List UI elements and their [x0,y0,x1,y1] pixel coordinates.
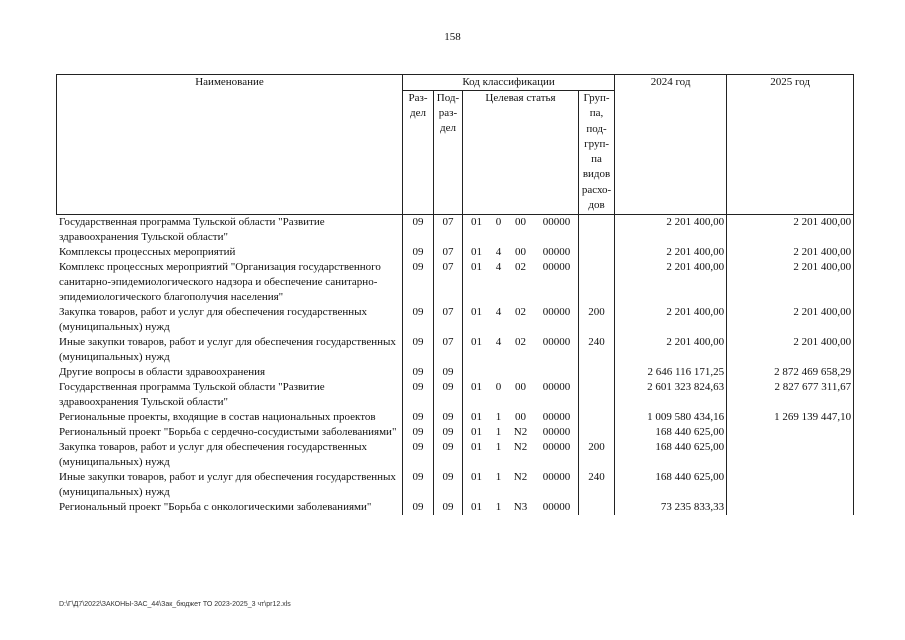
file-path-footer: D:\Г\Д7\2022\ЗАКОНЫ-ЗАС_44\Зак_бюджет ТО 2023-2025_3 чт\рr12.xls [59,601,291,608]
row-target-program: 01 [463,470,491,500]
row-subsection: 09 [434,365,463,380]
row-expense-group [579,215,615,246]
table-row [57,425,854,440]
row-target-code: 00000 [542,246,571,258]
row-amount-2024: 73 235 833,33 [615,500,727,515]
row-amount-2025: 2 201 400,00 [727,260,854,305]
row-expense-group [579,425,615,440]
row-amount-2025 [727,470,854,500]
row-target-item: N2 [513,426,528,438]
row-section: 09 [403,425,434,440]
header-subsection: Под- раз- дел [434,91,463,215]
row-target-type: 4 [495,306,502,318]
row-target-program: 01 [463,260,491,305]
row-amount-2024: 2 201 400,00 [615,260,727,305]
row-name: Региональный проект "Борьба с сердечно-сосудистыми заболеваниями" [59,426,397,438]
row-target-type: 1 [495,501,502,513]
table-row [57,305,854,335]
row-target-item [507,365,535,380]
row-expense-group: 200 [579,305,615,335]
row-target-item: 00 [515,411,526,423]
row-name: Иные закупки товаров, работ и услуг для обеспечения государственных (муниципальных) нужд [59,336,396,363]
table-row [57,335,854,365]
row-target-code: 00000 [542,336,571,348]
row-expense-group [579,245,615,260]
row-amount-2024: 168 440 625,00 [615,440,727,470]
row-name: Иные закупки товаров, работ и услуг для обеспечения государственных (муниципальных) нужд [59,471,396,498]
row-amount-2024: 2 201 400,00 [615,245,727,260]
row-target-type: 4 [495,246,502,258]
row-section: 09 [403,380,434,410]
table-row [57,500,854,515]
row-target-code: 00000 [542,411,571,423]
row-target-type: 1 [495,441,502,453]
row-name: Государственная программа Тульской области "Развитие здравоохранения Тульской области" [59,381,325,408]
row-section: 09 [403,410,434,425]
row-target-item: 02 [515,306,526,318]
row-target-type: 1 [495,471,502,483]
row-target-item: N3 [513,501,528,513]
row-section: 09 [403,335,434,365]
row-expense-group [579,365,615,380]
row-target-type: 4 [495,261,502,273]
row-expense-group: 240 [579,335,615,365]
row-name: Комплексы процессных мероприятий [59,246,236,258]
row-amount-2025 [727,500,854,515]
row-target-program [463,365,491,380]
row-amount-2025: 2 201 400,00 [727,245,854,260]
row-target-program: 01 [463,305,491,335]
row-target-type: 0 [495,216,502,228]
row-subsection: 09 [434,410,463,425]
row-amount-2024: 168 440 625,00 [615,470,727,500]
row-amount-2025: 1 269 139 447,10 [727,410,854,425]
header-code-classification: Код классификации [403,75,615,91]
row-target-type: 0 [495,381,502,393]
row-target-program: 01 [463,500,491,515]
row-amount-2025: 2 201 400,00 [727,335,854,365]
row-subsection: 07 [434,260,463,305]
table-row [57,245,854,260]
row-expense-group: 200 [579,440,615,470]
row-section: 09 [403,245,434,260]
row-target-program: 01 [463,380,491,410]
row-expense-group [579,410,615,425]
row-amount-2024: 1 009 580 434,16 [615,410,727,425]
row-subsection: 09 [434,425,463,440]
row-target-code: 00000 [542,471,571,483]
header-section: Раз- дел [403,91,434,215]
row-expense-group [579,500,615,515]
row-target-code: 00000 [542,501,571,513]
row-section: 09 [403,365,434,380]
row-target-item: 00 [515,381,526,393]
table-row [57,380,854,410]
row-subsection: 09 [434,470,463,500]
row-subsection: 07 [434,215,463,246]
row-target-program: 01 [463,440,491,470]
row-name: Другие вопросы в области здравоохранения [59,366,266,378]
row-subsection: 07 [434,335,463,365]
budget-table [56,74,854,515]
row-target-item: 00 [515,216,526,228]
row-name: Региональные проекты, входящие в состав национальных проектов [59,411,376,423]
row-amount-2025: 2 201 400,00 [727,305,854,335]
row-amount-2025: 2 827 677 311,67 [727,380,854,410]
row-expense-group [579,380,615,410]
row-subsection: 09 [434,440,463,470]
row-name: Региональный проект "Борьба с онкологическими заболеваниями" [59,501,372,513]
row-target-code: 00000 [542,441,571,453]
row-target-type [491,365,507,380]
row-name: Государственная программа Тульской области "Развитие здравоохранения Тульской области" [59,216,325,243]
row-amount-2024: 2 646 116 171,25 [615,365,727,380]
table-row [57,260,854,305]
row-section: 09 [403,215,434,246]
header-expense-group: Груп- па, под- груп- па видов расхо- дов [579,91,615,215]
row-amount-2024: 2 201 400,00 [615,305,727,335]
header-target-article: Целевая статья [463,91,579,215]
row-expense-group [579,260,615,305]
row-subsection: 07 [434,305,463,335]
row-amount-2024: 2 201 400,00 [615,215,727,246]
row-target-item: 02 [515,336,526,348]
row-target-program: 01 [463,425,491,440]
row-target-type: 4 [495,336,502,348]
header-year-2025: 2025 год [727,75,854,215]
row-target-item: 02 [515,261,526,273]
table-row [57,470,854,500]
row-target-code: 00000 [542,216,571,228]
row-target-code: 00000 [542,306,571,318]
row-section: 09 [403,470,434,500]
row-amount-2025: 2 872 469 658,29 [727,365,854,380]
row-name: Закупка товаров, работ и услуг для обеспечения государственных (муниципальных) нужд [59,441,368,468]
row-amount-2025 [727,440,854,470]
row-target-program: 01 [463,335,491,365]
row-section: 09 [403,305,434,335]
row-amount-2024: 168 440 625,00 [615,425,727,440]
row-subsection: 07 [434,245,463,260]
row-target-item: 00 [515,246,526,258]
row-target-item: N2 [513,441,528,453]
row-subsection: 09 [434,500,463,515]
row-section: 09 [403,260,434,305]
table-row [57,215,854,246]
row-name: Комплекс процессных мероприятий "Организация государственного санитарно-эпидемиологического надзора и обеспечение санитарно-эпидемиологического благополучия населения" [59,261,381,303]
row-subsection: 09 [434,380,463,410]
header-year-2024: 2024 год [615,75,727,215]
row-section: 09 [403,500,434,515]
row-target-code: 00000 [542,426,571,438]
row-name: Закупка товаров, работ и услуг для обеспечения государственных (муниципальных) нужд [59,306,368,333]
header-name: Наименование [57,75,403,215]
table-row [57,440,854,470]
row-target-program: 01 [463,245,491,260]
row-amount-2024: 2 201 400,00 [615,335,727,365]
row-target-code [535,365,579,380]
row-amount-2025: 2 201 400,00 [727,215,854,246]
row-target-item: N2 [513,471,528,483]
table-row [57,410,854,425]
row-target-code: 00000 [542,261,571,273]
row-section: 09 [403,440,434,470]
row-amount-2025 [727,425,854,440]
row-target-program: 01 [463,410,491,425]
row-amount-2024: 2 601 323 824,63 [615,380,727,410]
row-target-type: 1 [495,426,502,438]
row-target-code: 00000 [542,381,571,393]
page-number: 158 [444,31,461,43]
table-row [57,365,854,380]
row-target-type: 1 [495,411,502,423]
row-expense-group: 240 [579,470,615,500]
row-target-program: 01 [463,215,491,246]
